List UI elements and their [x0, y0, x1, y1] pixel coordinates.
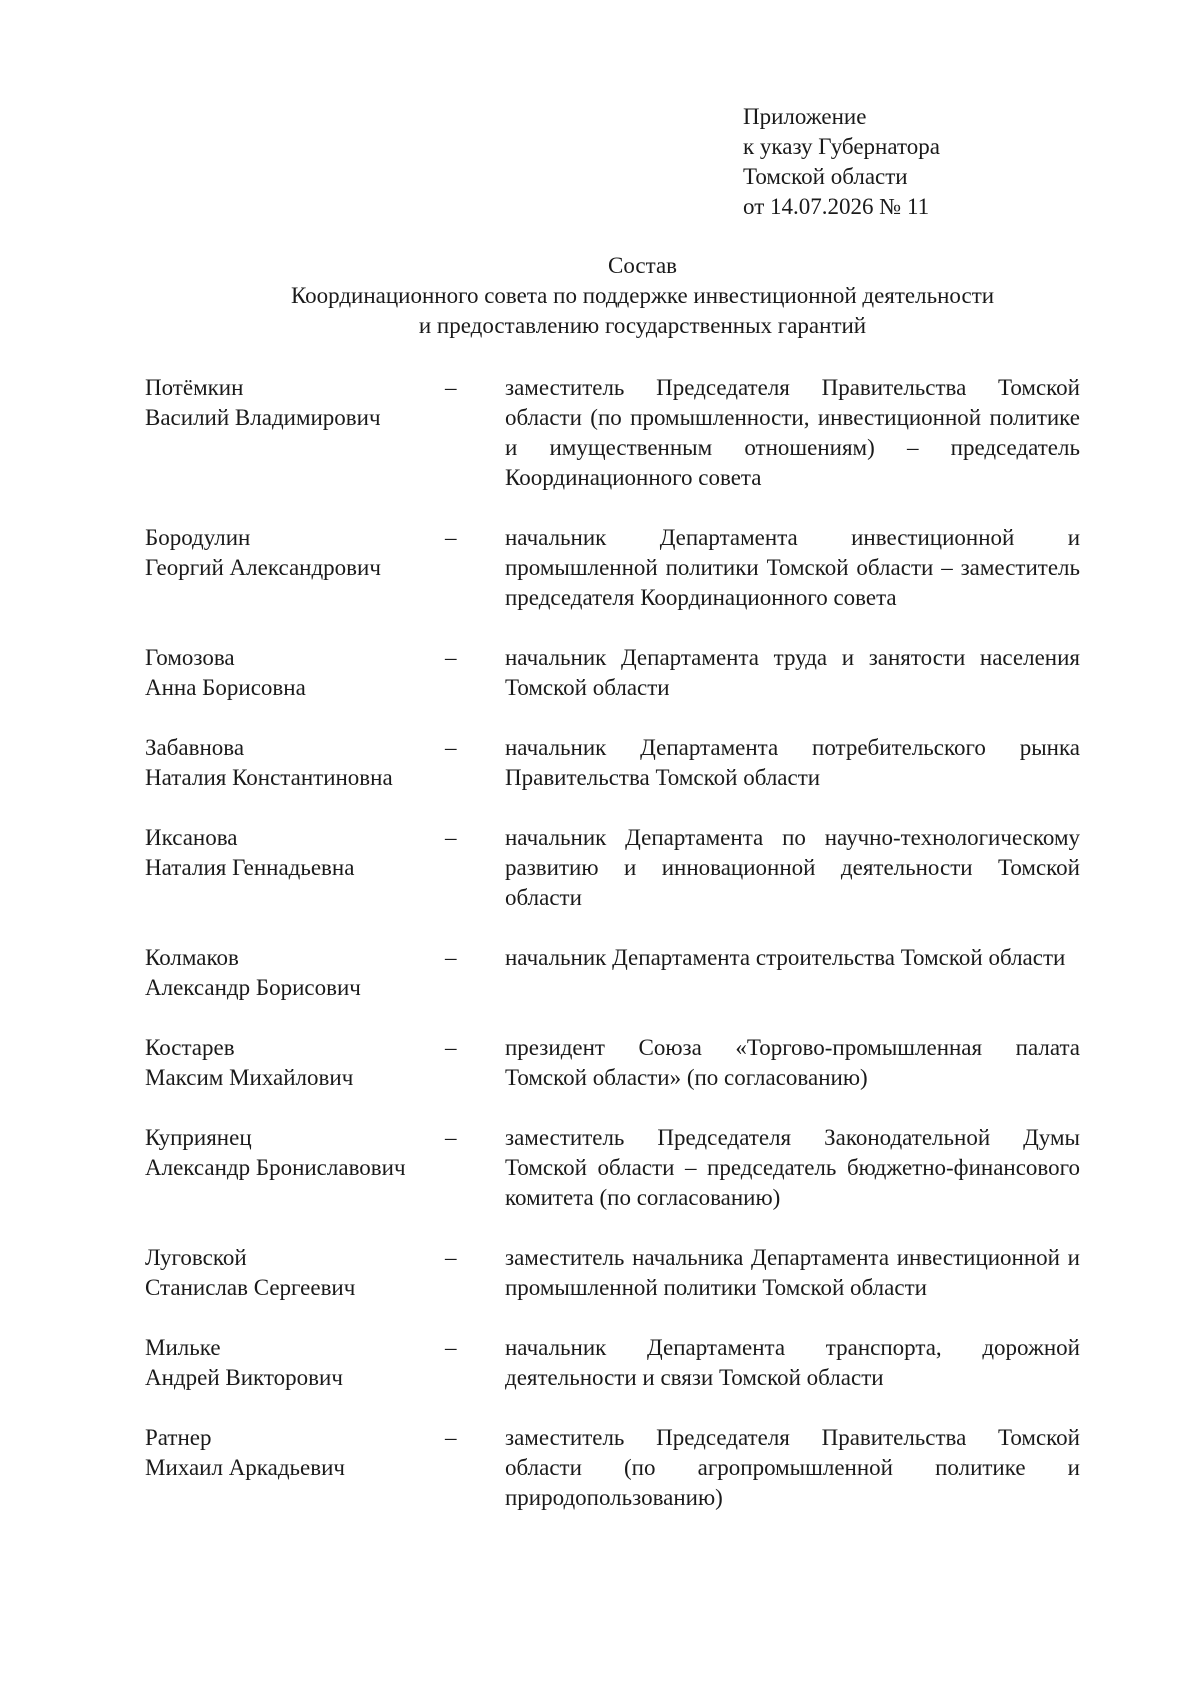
member-given-names: Георгий Александрович	[145, 555, 381, 580]
member-surname: Ратнер	[145, 1425, 212, 1450]
member-dash: –	[445, 1335, 457, 1360]
member-dash: –	[445, 1125, 457, 1150]
member-given-names: Максим Михайлович	[145, 1065, 354, 1090]
document-title: Состав	[607, 253, 678, 278]
member-row	[145, 523, 1080, 613]
member-name	[145, 1123, 445, 1183]
member-surname: Костарев	[145, 1035, 235, 1060]
member-dash: –	[445, 735, 457, 760]
member-given-names: Андрей Викторович	[145, 1365, 343, 1390]
member-row	[145, 1333, 1080, 1393]
member-position: заместитель Председателя Правительства Томской области (по промышленности, инвестиционной политике и имущественным отношениям) – председатель Координационного совета	[505, 375, 1080, 490]
approval-line-4: от 14.07.2026 № 11	[743, 194, 930, 219]
member-row	[145, 733, 1080, 793]
member-given-names: Станислав Сергеевич	[145, 1275, 356, 1300]
member-surname: Мильке	[145, 1335, 221, 1360]
member-given-names: Михаил Аркадьевич	[145, 1455, 345, 1480]
member-dash: –	[445, 645, 457, 670]
member-position: начальник Департамента труда и занятости населения Томской области	[505, 645, 1080, 700]
approval-line-1: Приложение	[743, 104, 867, 129]
member-position: заместитель начальника Департамента инвестиционной и промышленной политики Томской области	[505, 1245, 1080, 1300]
member-surname: Колмаков	[145, 945, 239, 970]
member-given-names: Наталия Геннадьевна	[145, 855, 355, 880]
member-given-names: Александр Брониславович	[145, 1155, 406, 1180]
member-dash: –	[445, 1035, 457, 1060]
member-row	[145, 1033, 1080, 1093]
document-subtitle-line-2: и предоставлению государственных гарантий	[418, 313, 867, 338]
member-dash: –	[445, 525, 457, 550]
member-position: начальник Департамента инвестиционной и промышленной политики Томской области – заместитель председателя Координационного совета	[505, 525, 1080, 610]
member-name	[145, 373, 445, 433]
member-row	[145, 643, 1080, 703]
document-heading	[145, 251, 1140, 341]
member-row	[145, 1123, 1080, 1213]
member-surname: Луговской	[145, 1245, 247, 1270]
member-surname: Забавнова	[145, 735, 245, 760]
member-surname: Иксанова	[145, 825, 238, 850]
member-position: начальник Департамента по научно-технологическому развитию и инновационной деятельности Томской области	[505, 825, 1080, 910]
member-position: заместитель Председателя Правительства Томской области (по агропромышленной политике и природопользованию)	[505, 1425, 1080, 1510]
member-dash: –	[445, 945, 457, 970]
member-dash: –	[445, 1425, 457, 1450]
members-list	[145, 373, 1080, 1543]
member-row	[145, 943, 1080, 1003]
member-name	[145, 1033, 445, 1093]
member-name	[145, 1243, 445, 1303]
member-name	[145, 1333, 445, 1393]
approval-line-2: к указу Губернатора	[743, 134, 940, 159]
member-position: президент Союза «Торгово-промышленная палата Томской области» (по согласованию)	[505, 1035, 1080, 1090]
member-name	[145, 1423, 445, 1483]
member-position: начальник Департамента потребительского рынка Правительства Томской области	[505, 735, 1080, 790]
member-row	[145, 373, 1080, 493]
member-position: начальник Департамента транспорта, дорожной деятельности и связи Томской области	[505, 1335, 1080, 1390]
member-surname: Бородулин	[145, 525, 251, 550]
member-name	[145, 643, 445, 703]
member-name	[145, 823, 445, 883]
document-subtitle-line-1: Координационного совета по поддержке инвестиционной деятельности	[290, 283, 995, 308]
member-surname: Гомозова	[145, 645, 235, 670]
member-given-names: Василий Владимирович	[145, 405, 381, 430]
member-row	[145, 1243, 1080, 1303]
member-surname: Потёмкин	[145, 375, 244, 400]
member-given-names: Александр Борисович	[145, 975, 361, 1000]
member-given-names: Анна Борисовна	[145, 675, 306, 700]
member-position: начальник Департамента строительства Томской области	[505, 945, 1066, 970]
member-position: заместитель Председателя Законодательной Думы Томской области – председатель бюджетно-финансового комитета (по согласованию)	[505, 1125, 1080, 1210]
approval-line-3: Томской области	[743, 164, 908, 189]
member-name	[145, 523, 445, 583]
approval-block	[743, 102, 1103, 222]
member-row	[145, 823, 1080, 913]
member-row	[145, 1423, 1080, 1513]
member-name	[145, 733, 445, 793]
member-dash: –	[445, 375, 457, 400]
member-dash: –	[445, 1245, 457, 1270]
member-dash: –	[445, 825, 457, 850]
member-name	[145, 943, 445, 1003]
member-surname: Куприянец	[145, 1125, 252, 1150]
member-given-names: Наталия Константиновна	[145, 765, 393, 790]
